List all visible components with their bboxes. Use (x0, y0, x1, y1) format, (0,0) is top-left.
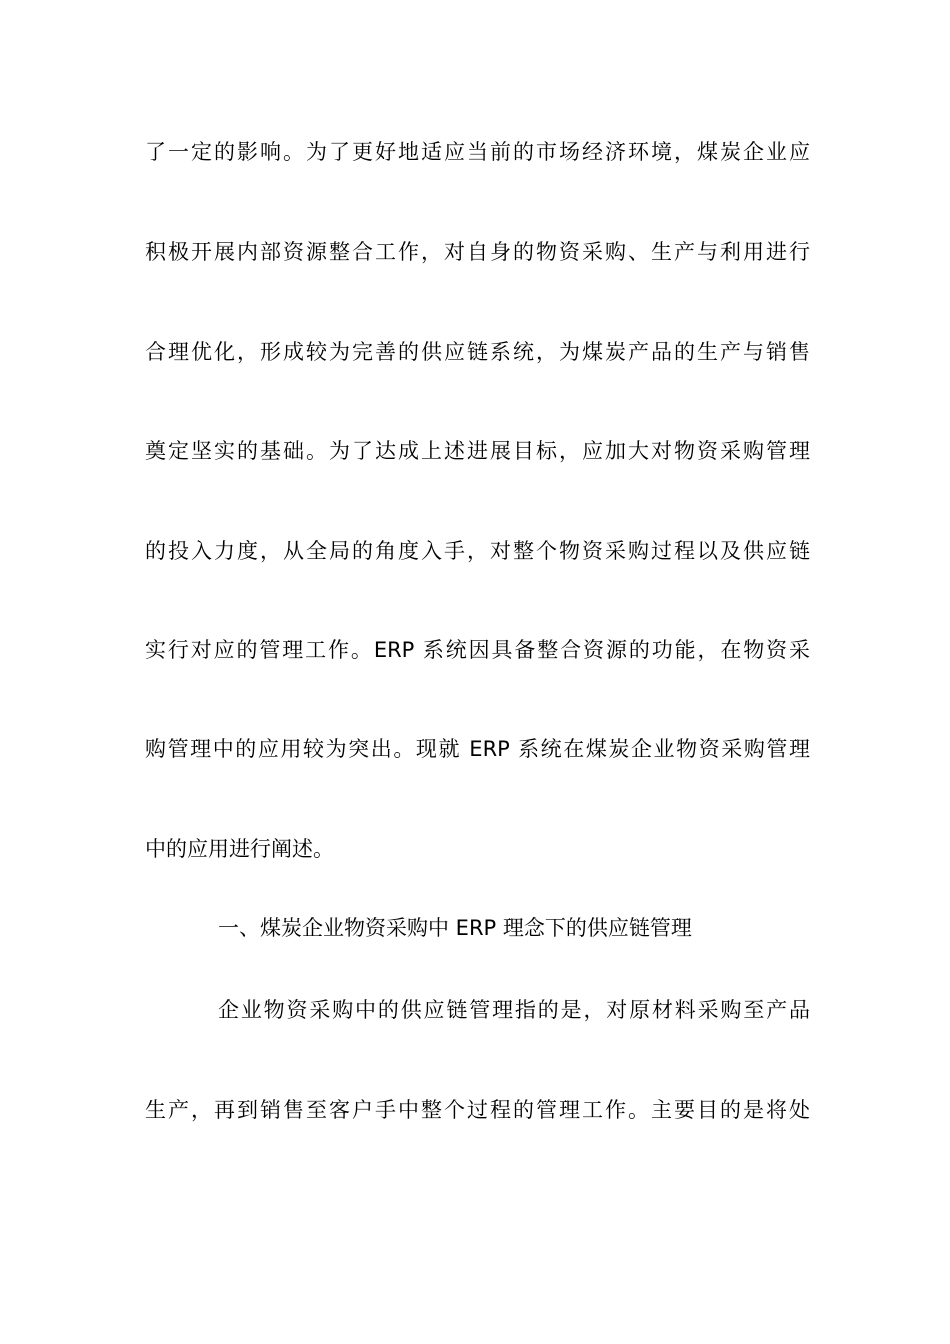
paragraph-line: 企业物资采购中的供应链管理指的是，对原材料采购至产品 (218, 998, 810, 1022)
paragraph-line: 购管理中的应用较为突出。现就 ERP 系统在煤炭企业物资采购管理 (145, 737, 810, 761)
paragraph-line: 了一定的影响。为了更好地适应当前的市场经济环境，煤炭企业应 (145, 140, 810, 164)
paragraph-line: 积极开展内部资源整合工作，对自身的物资采购、生产与利用进行 (145, 240, 810, 264)
paragraph-line: 实行对应的管理工作。ERP 系统因具备整合资源的功能，在物资采 (145, 638, 810, 662)
paragraph-line: 奠定坚实的基础。为了达成上述进展目标，应加大对物资采购管理 (145, 439, 810, 463)
paragraph-line: 生产，再到销售至客户手中整个过程的管理工作。主要目的是将处 (145, 1098, 810, 1122)
paragraph-line: 合理优化，形成较为完善的供应链系统，为煤炭产品的生产与销售 (145, 340, 810, 364)
section-heading: 一、煤炭企业物资采购中 ERP 理念下的供应链管理 (218, 916, 692, 940)
paragraph-line: 中的应用进行阐述。 (145, 837, 334, 861)
paragraph-line: 的投入力度，从全局的角度入手，对整个物资采购过程以及供应链 (145, 539, 810, 563)
